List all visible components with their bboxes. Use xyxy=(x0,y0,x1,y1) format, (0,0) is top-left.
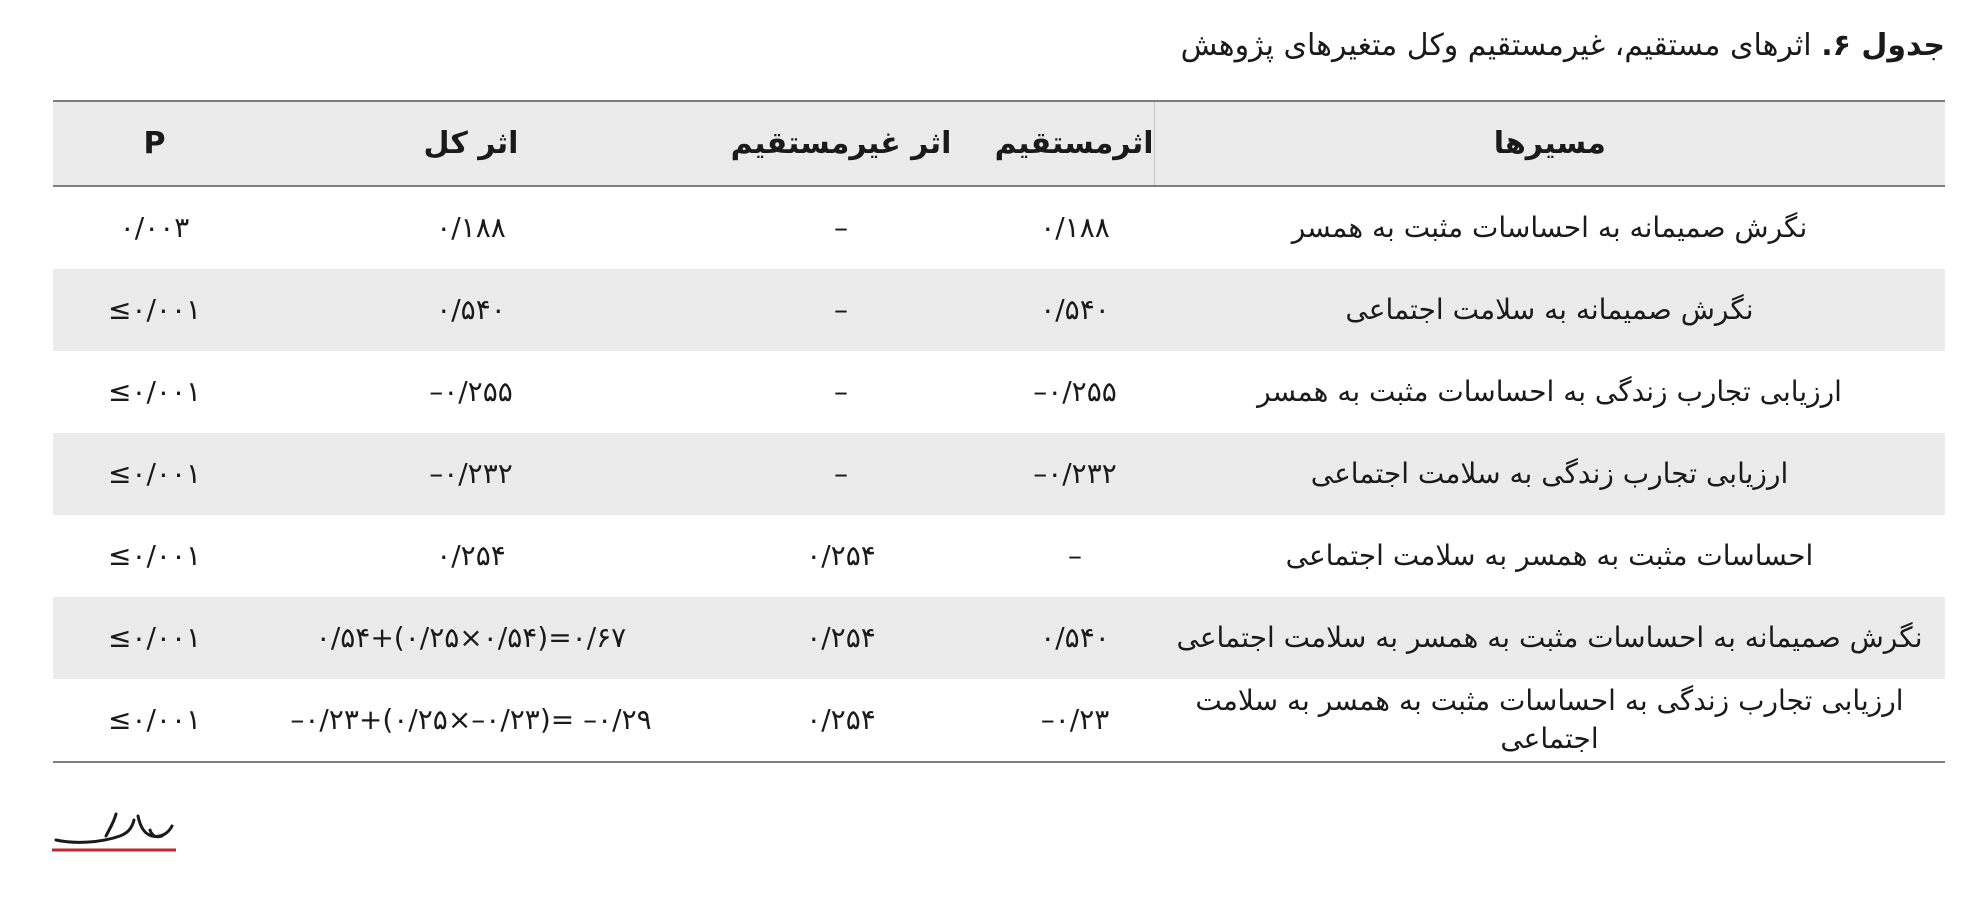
cell-indirect-value: – xyxy=(834,375,848,409)
cell-path: ارزیابی تجارب زندگی به احساسات مثبت به همسر xyxy=(1257,375,1842,409)
cell-p xyxy=(53,351,256,433)
cell-indirect-value: ۰/۲۵۴ xyxy=(806,621,876,655)
cell-indirect-value: – xyxy=(834,293,848,327)
cell-direct-value: –۰/۲۳ xyxy=(1040,703,1110,737)
cell-direct xyxy=(996,679,1154,762)
cell-p xyxy=(53,515,256,597)
cell-indirect-value: ۰/۲۵۴ xyxy=(806,539,876,573)
cell-indirect xyxy=(686,433,996,515)
header-p: P xyxy=(53,101,256,186)
cell-p-value: ≤۰/۰۰۱ xyxy=(107,375,202,409)
cell-direct xyxy=(996,515,1154,597)
table-row xyxy=(53,433,1945,515)
table-body xyxy=(53,186,1945,762)
cell-path: نگرش صمیمانه به احساسات مثبت به همسر xyxy=(1291,211,1808,245)
cell-total-value: ۰/۲۵۴ xyxy=(436,539,506,573)
cell-direct-value: ۰/۵۴۰ xyxy=(1040,293,1110,327)
cell-p-value: ≤۰/۰۰۱ xyxy=(107,539,202,573)
cell-direct xyxy=(996,351,1154,433)
table-row xyxy=(53,515,1945,597)
cell-indirect-value: ۰/۲۵۴ xyxy=(806,703,876,737)
table-row xyxy=(53,186,1945,269)
header-row xyxy=(53,101,1945,186)
cell-path: نگرش صمیمانه به احساسات مثبت به همسر به سلامت اجتماعی xyxy=(1154,597,1945,679)
cell-indirect-value: – xyxy=(834,457,848,491)
cell-indirect xyxy=(686,186,996,269)
cell-direct-value: –۰/۲۵۵ xyxy=(1033,375,1117,409)
cell-direct xyxy=(996,433,1154,515)
cell-path: نگرش صمیمانه به سلامت اجتماعی xyxy=(1154,269,1945,351)
effects-table xyxy=(53,100,1945,763)
cell-direct xyxy=(996,269,1154,351)
cell-direct-value: –۰/۲۳۲ xyxy=(1033,457,1117,491)
table-row xyxy=(53,351,1945,433)
cell-p xyxy=(53,269,256,351)
cell-total xyxy=(256,351,686,433)
cell-indirect xyxy=(686,351,996,433)
journal-logo xyxy=(52,806,178,856)
cell-indirect xyxy=(686,269,996,351)
cell-indirect xyxy=(686,515,996,597)
cell-total-value: ۰/۱۸۸ xyxy=(436,211,506,245)
cell-total-value: –۰/۲۳۲ xyxy=(429,457,513,491)
cell-total xyxy=(256,679,686,762)
caption-label: جدول ۶. xyxy=(1821,28,1945,63)
cell-direct-value: – xyxy=(1068,539,1082,573)
cell-direct-value: ۰/۵۴۰ xyxy=(1040,621,1110,655)
table-row xyxy=(53,597,1945,679)
cell-total xyxy=(256,597,686,679)
cell-direct xyxy=(996,597,1154,679)
cell-p-value: ≤۰/۰۰۱ xyxy=(107,621,202,655)
cell-p-value: ≤۰/۰۰۱ xyxy=(107,703,202,737)
cell-total-value: ۰/۵۴+(۰/۲۵×۰/۵۴)=۰/۶۷ xyxy=(315,621,627,655)
header-direct: اثرمستقیم xyxy=(996,101,1154,186)
cell-total xyxy=(256,186,686,269)
table-header xyxy=(53,101,1945,186)
cell-indirect xyxy=(686,679,996,762)
cell-path: ارزیابی تجارب زندگی به احساسات مثبت به همسر به سلامت اجتماعی xyxy=(1154,679,1945,762)
cell-total-value: –۰/۲۳+(۰/۲۵×–۰/۲۳)= –۰/۲۹ xyxy=(290,703,652,737)
cell-p xyxy=(53,679,256,762)
cell-p xyxy=(53,433,256,515)
cell-direct-value: ۰/۱۸۸ xyxy=(1040,211,1110,245)
cell-p-value: ۰/۰۰۳ xyxy=(119,211,190,245)
effects-table-container xyxy=(53,100,1945,763)
cell-indirect xyxy=(686,597,996,679)
cell-p-value: ≤۰/۰۰۱ xyxy=(107,293,202,327)
cell-path: احساسات مثبت به همسر به سلامت اجتماعی xyxy=(1285,539,1814,573)
cell-p xyxy=(53,597,256,679)
cell-total-value: ۰/۵۴۰ xyxy=(436,293,506,327)
table-row xyxy=(53,679,1945,762)
cell-indirect-value: – xyxy=(834,211,848,245)
cell-path: ارزیابی تجارب زندگی به سلامت اجتماعی xyxy=(1154,433,1945,515)
cell-p xyxy=(53,186,256,269)
header-paths: مسیرها xyxy=(1154,101,1945,186)
table-row xyxy=(53,269,1945,351)
caption-text: اثرهای مستقیم، غیرمستقیم وکل متغیرهای پژوهش xyxy=(1180,28,1812,63)
header-total: اثر کل xyxy=(256,101,686,186)
cell-total xyxy=(256,433,686,515)
table-caption xyxy=(1181,28,1945,63)
cell-total-value: –۰/۲۵۵ xyxy=(429,375,513,409)
cell-total xyxy=(256,515,686,597)
cell-direct xyxy=(996,186,1154,269)
cell-p-value: ≤۰/۰۰۱ xyxy=(107,457,202,491)
cell-total xyxy=(256,269,686,351)
logo-calligraphy-dot xyxy=(106,814,116,836)
header-indirect: اثر غیرمستقیم xyxy=(686,101,996,186)
